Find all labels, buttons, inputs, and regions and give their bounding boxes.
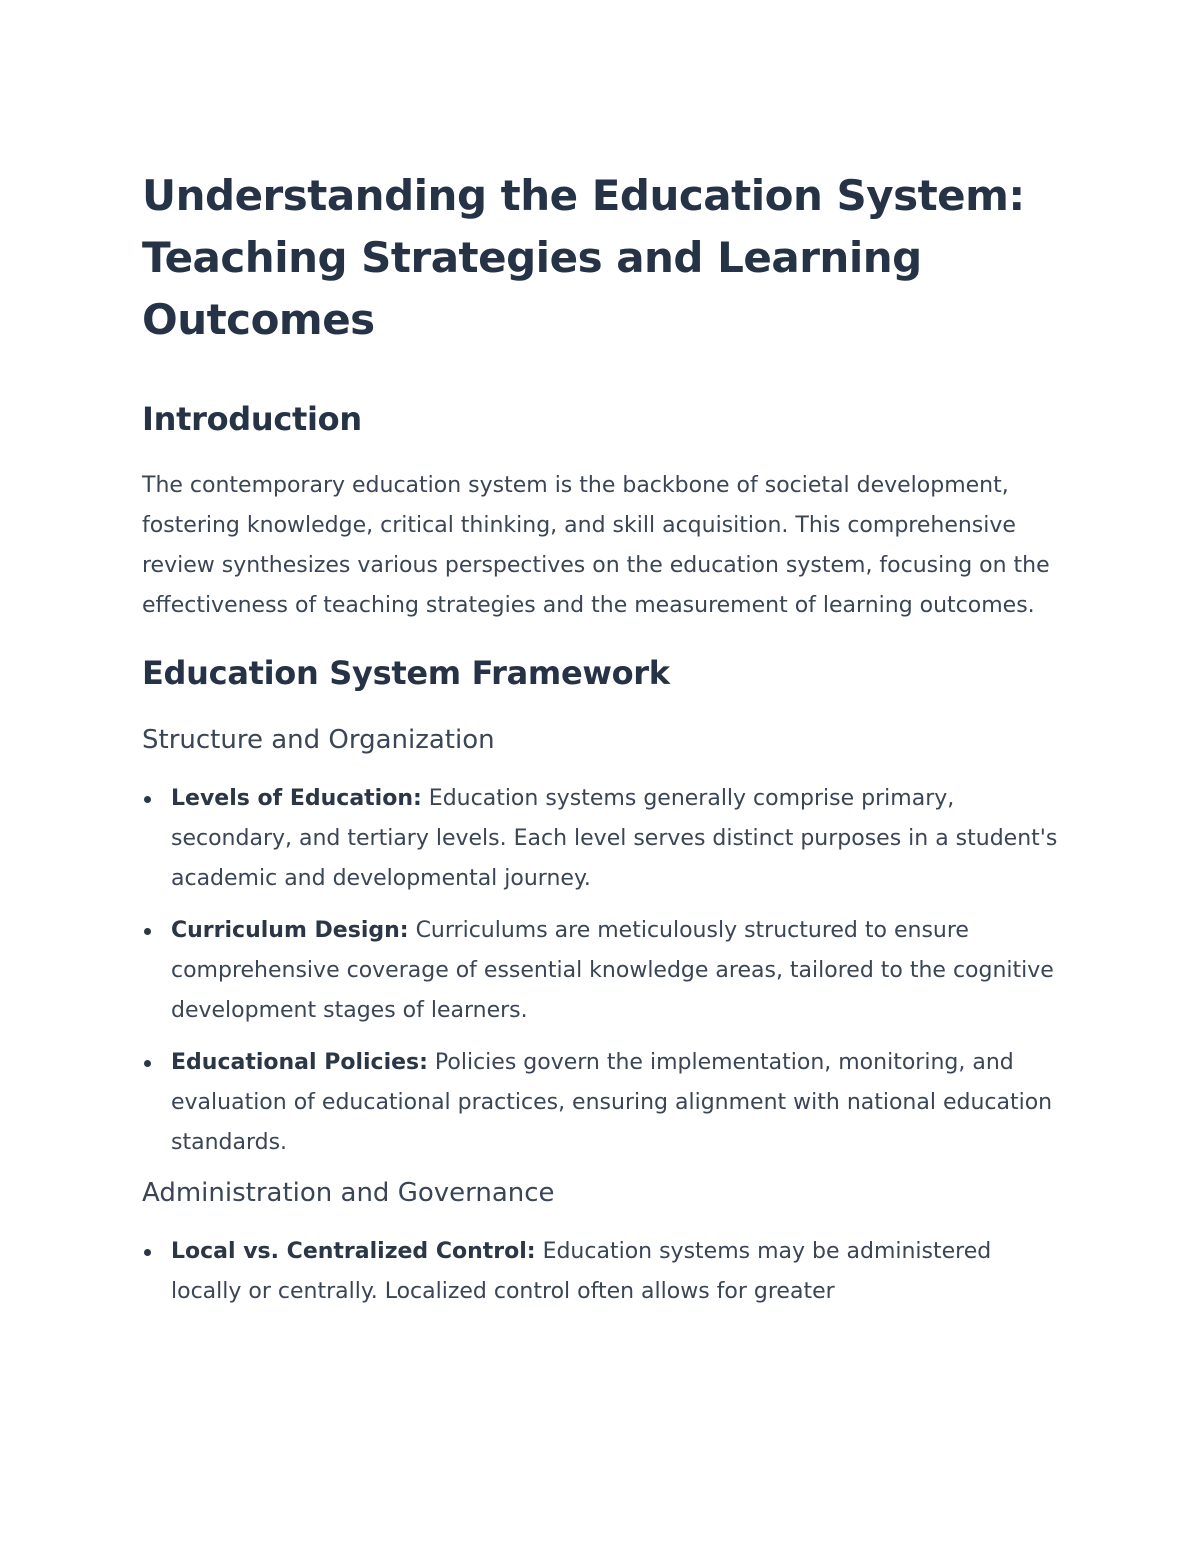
list-item-term: Curriculum Design: bbox=[171, 918, 409, 943]
bullet-icon bbox=[144, 1060, 151, 1067]
list-item-term: Educational Policies: bbox=[171, 1050, 428, 1075]
administration-heading: Administration and Governance bbox=[142, 1178, 555, 1208]
framework-heading: Education System Framework bbox=[142, 654, 670, 692]
list-item-text: Policies govern the implementation, monitoring, and evaluation of educational practices, ensuring alignment with national education standards. bbox=[171, 1050, 1053, 1155]
list-item bbox=[142, 779, 1062, 899]
bullet-icon bbox=[144, 928, 151, 935]
list-item bbox=[142, 1043, 1062, 1163]
introduction-heading: Introduction bbox=[142, 400, 362, 438]
list-item-term: Levels of Education: bbox=[171, 786, 422, 811]
list-item-text: Education systems generally comprise primary, secondary, and tertiary levels. Each level serves distinct purposes in a student's academic and developmental journey. bbox=[171, 786, 1058, 891]
introduction-paragraph: The contemporary education system is the backbone of societal development, fostering knowledge, critical thinking, and skill acquisition. This comprehensive review synthesizes various perspectives on the education system, focusing on the effectiveness of teaching strategies and the measurement of learning outcomes. bbox=[142, 473, 1050, 618]
administration-list bbox=[142, 1232, 1062, 1312]
list-item-text: Curriculums are meticulously structured to ensure comprehensive coverage of essential knowledge areas, tailored to the cognitive development stages of learners. bbox=[171, 918, 1054, 1023]
bullet-icon bbox=[144, 796, 151, 803]
bullet-icon bbox=[144, 1249, 151, 1256]
list-item bbox=[142, 1232, 1062, 1312]
list-item-term: Local vs. Centralized Control: bbox=[171, 1239, 536, 1264]
document-page bbox=[142, 165, 1062, 1324]
document-title: Understanding the Education System: Teaching Strategies and Learning Outcomes bbox=[142, 171, 1025, 344]
structure-list bbox=[142, 779, 1062, 1163]
structure-heading: Structure and Organization bbox=[142, 725, 495, 755]
list-item bbox=[142, 911, 1062, 1031]
list-item-text: Education systems may be administered locally or centrally. Localized control often allows for greater bbox=[171, 1239, 992, 1304]
